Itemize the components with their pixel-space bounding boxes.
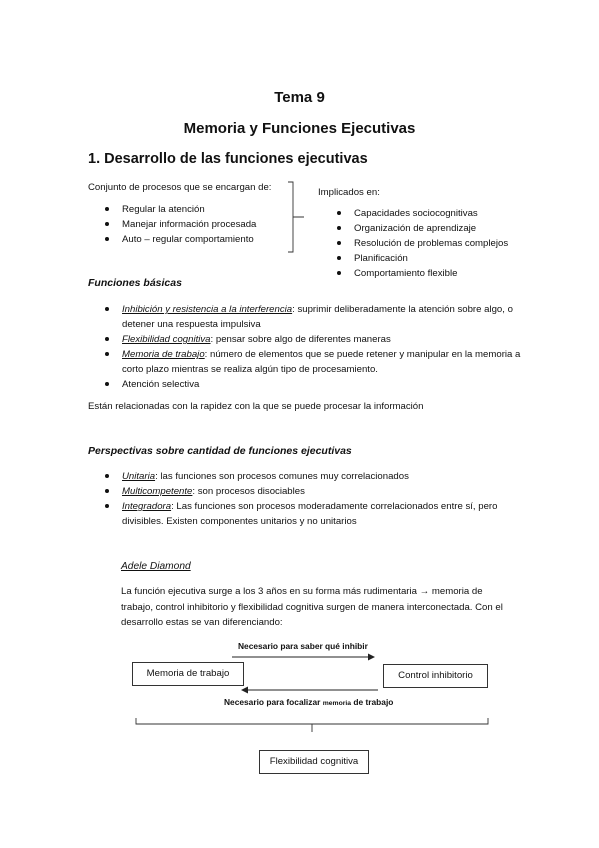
definition: : son procesos disociables	[192, 486, 305, 497]
list-item	[88, 347, 538, 377]
basic-note: Están relacionadas con la rapidez con la que se puede procesar la información	[88, 401, 424, 412]
list-item: Planificación	[320, 251, 540, 266]
term: Memoria de trabajo	[122, 349, 205, 360]
bottom-bracket	[134, 716, 490, 736]
perspectives-list	[88, 469, 538, 529]
list-item	[88, 302, 538, 332]
diamond-heading: Adele Diamond	[121, 561, 191, 572]
intro-left-list	[88, 202, 298, 247]
term: Unitaria	[122, 471, 156, 482]
definition: : suprimir deliberadamente la atención sobre algo, o detener una respuesta impulsiva	[122, 304, 513, 330]
diamond-paragraph: La función ejecutiva surge a los 3 años en su forma más rudimentaria → memoria de trabajo, control inhibitorio y flexibilidad cognitiva surgen de manera interconectada. Con el desarrollo estas se van diferenciando:	[121, 586, 503, 628]
box-control-inhibitorio: Control inhibitorio	[383, 664, 488, 688]
page-title: Memoria y Funciones Ejecutivas	[183, 120, 416, 137]
definition: Atención selectiva	[122, 379, 200, 390]
list-item: Manejar información procesada	[88, 217, 298, 232]
list-item	[88, 484, 538, 499]
list-item: Comportamiento flexible	[320, 266, 540, 281]
list-item: Organización de aprendizaje	[320, 221, 540, 236]
list-item: Regular la atención	[88, 202, 298, 217]
list-item	[88, 469, 538, 484]
section-heading: 1. Desarrollo de las funciones ejecutivas	[88, 151, 368, 167]
basic-list	[88, 302, 538, 392]
term: Flexibilidad cognitiva	[122, 334, 211, 345]
box-flexibilidad-cognitiva: Flexibilidad cognitiva	[259, 750, 369, 774]
list-item	[88, 499, 538, 529]
list-item: Capacidades sociocognitivas	[320, 206, 540, 221]
list-item: Resolución de problemas complejos	[320, 236, 540, 251]
term: Inhibición y resistencia a la interferencia	[122, 304, 293, 315]
box-memoria-trabajo: Memoria de trabajo	[132, 662, 244, 686]
page-tema: Tema 9	[274, 89, 325, 106]
arrow-left-icon	[240, 685, 380, 695]
intro-right-title: Implicados en:	[318, 187, 380, 198]
definition: : Las funciones son procesos moderadamente correlacionados entre sí, pero divisibles. Existen componentes unitarios y no unitarios	[122, 501, 498, 527]
intro-right-list	[320, 206, 540, 281]
arrow-top-label: Necesario para saber qué inhibir	[238, 641, 368, 651]
basic-heading: Funciones básicas	[88, 277, 182, 289]
bracket-connector	[286, 180, 308, 254]
term: Integradora	[122, 501, 172, 512]
definition: : número de elementos que se puede retener y manipular en la memoria a corto plazo mientras se realiza algún tipo de procesamiento.	[122, 349, 521, 375]
arrow-bottom-label: Necesario para focalizar memoria de trabajo	[224, 697, 394, 707]
perspectives-heading: Perspectivas sobre cantidad de funciones ejecutivas	[88, 445, 352, 457]
arrow-right-icon	[230, 652, 376, 662]
term: Multicompetente	[122, 486, 193, 497]
definition: : pensar sobre algo de diferentes maneras	[210, 334, 391, 345]
list-item	[88, 332, 538, 347]
list-item	[88, 377, 538, 392]
intro-left-title: Conjunto de procesos que se encargan de:	[88, 182, 272, 193]
list-item: Auto – regular comportamiento	[88, 232, 298, 247]
definition: : las funciones son procesos comunes muy correlacionados	[155, 471, 409, 482]
